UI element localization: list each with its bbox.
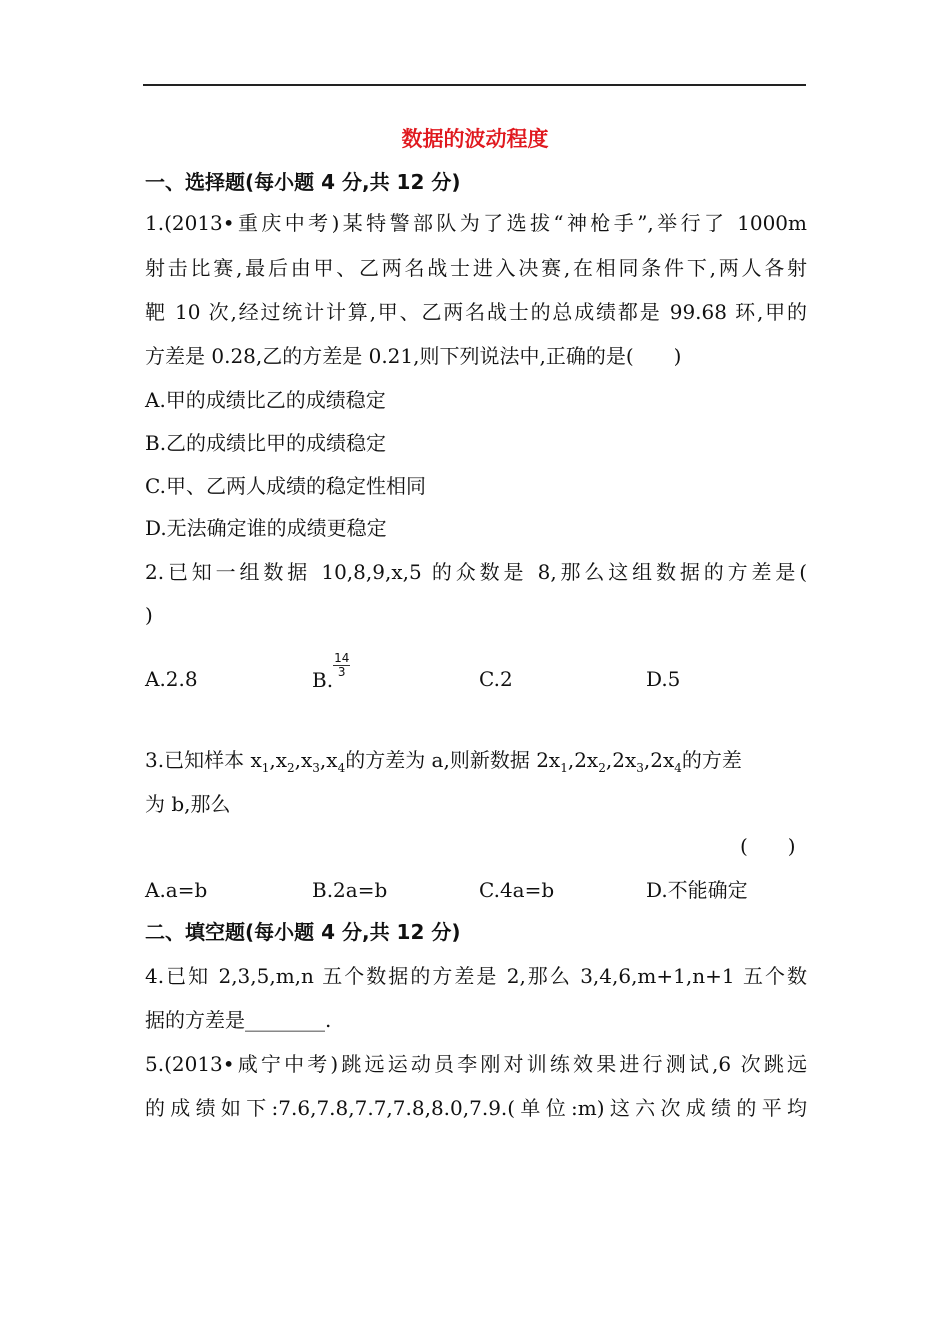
q3-sub: 2 (287, 761, 295, 775)
q2-line-1: 2.已知一组数据 10,8,9,x,5 的众数是 8,那么这组数据的方差是( (145, 560, 807, 584)
q3-text-c: 的方差 (681, 748, 742, 772)
q1-line-4: 方差是 0.28,乙的方差是 0.21,则下列说法中,正确的是( ) (145, 344, 682, 368)
q3-option-a: A.a=b (145, 878, 208, 902)
q2-option-c: C.2 (479, 667, 513, 691)
q4-line-1: 4.已知 2,3,5,m,n 五个数据的方差是 2,那么 3,4,6,m+1,n+1 五个数 (145, 964, 807, 988)
q3-sub: 4 (337, 761, 346, 775)
q4-line-2: 据的方差是________. (145, 1008, 332, 1032)
q1-option-a: A.甲的成绩比乙的成绩稳定 (145, 388, 386, 412)
q1-line-1: 1.(2013•重庆中考)某特警部队为了选拔“神枪手”,举行了 1000m (145, 211, 807, 235)
q1-line-2: 射击比赛,最后由甲、乙两名战士进入决赛,在相同条件下,两人各射 (145, 256, 807, 280)
q5-line-2: 的成绩如下:7.6,7.8,7.7,7.8,8.0,7.9.(单位:m)这六次成绩的平均 (145, 1096, 807, 1120)
q1-option-d: D.无法确定谁的成绩更稳定 (145, 516, 387, 540)
q3-sub: 2 (598, 761, 606, 775)
q3-text: ,x (319, 748, 338, 772)
q2-option-b (312, 650, 350, 692)
q3-option-b: B.2a=b (312, 878, 388, 902)
section-heading-choice: 一、选择题(每小题 4 分,共 12 分) (145, 170, 461, 194)
q3-answer-bracket: ( ) (740, 834, 796, 858)
header-rule (143, 84, 806, 86)
q3-text: ,x (294, 748, 313, 772)
section-heading-fill: 二、填空题(每小题 4 分,共 12 分) (145, 920, 461, 944)
q3-text-b: 的方差为 a,则新数据 2x (345, 748, 561, 772)
q3-sub: 3 (636, 761, 644, 775)
page-title: 数据的波动程度 (401, 127, 549, 151)
q3-sub: 1 (560, 761, 568, 775)
q2-option-b-label: B. (312, 667, 334, 692)
q1-option-c: C.甲、乙两人成绩的稳定性相同 (145, 474, 426, 498)
fraction-denominator: 3 (337, 665, 346, 679)
q3-text: ,2x (567, 748, 599, 772)
q3-text-a: 3.已知样本 x (145, 748, 262, 772)
fraction-14-over-3 (333, 652, 350, 679)
q2-line-2: ) (145, 603, 153, 627)
q3-sub: 4 (674, 761, 682, 775)
q1-option-b: B.乙的成绩比甲的成绩稳定 (145, 431, 387, 455)
q3-text: ,2x (605, 748, 637, 772)
q3-sub: 3 (312, 761, 320, 775)
q5-line-1: 5.(2013•咸宁中考)跳远运动员李刚对训练效果进行测试,6 次跳远 (145, 1052, 807, 1076)
q3-option-c: C.4a=b (479, 878, 555, 902)
q3-sub: 1 (261, 761, 270, 775)
q2-option-a: A.2.8 (145, 667, 198, 691)
q3-line-1 (145, 746, 742, 782)
fraction-numerator: 14 (334, 651, 350, 665)
q2-option-d: D.5 (646, 667, 681, 691)
q1-line-3: 靶 10 次,经过统计计算,甲、乙两名战士的总成绩都是 99.68 环,甲的 (145, 300, 807, 324)
q3-option-d: D.不能确定 (646, 878, 748, 902)
q3-text: ,x (269, 748, 287, 772)
q3-line-2: 为 b,那么 (145, 792, 231, 816)
q3-text: ,2x (643, 748, 675, 772)
